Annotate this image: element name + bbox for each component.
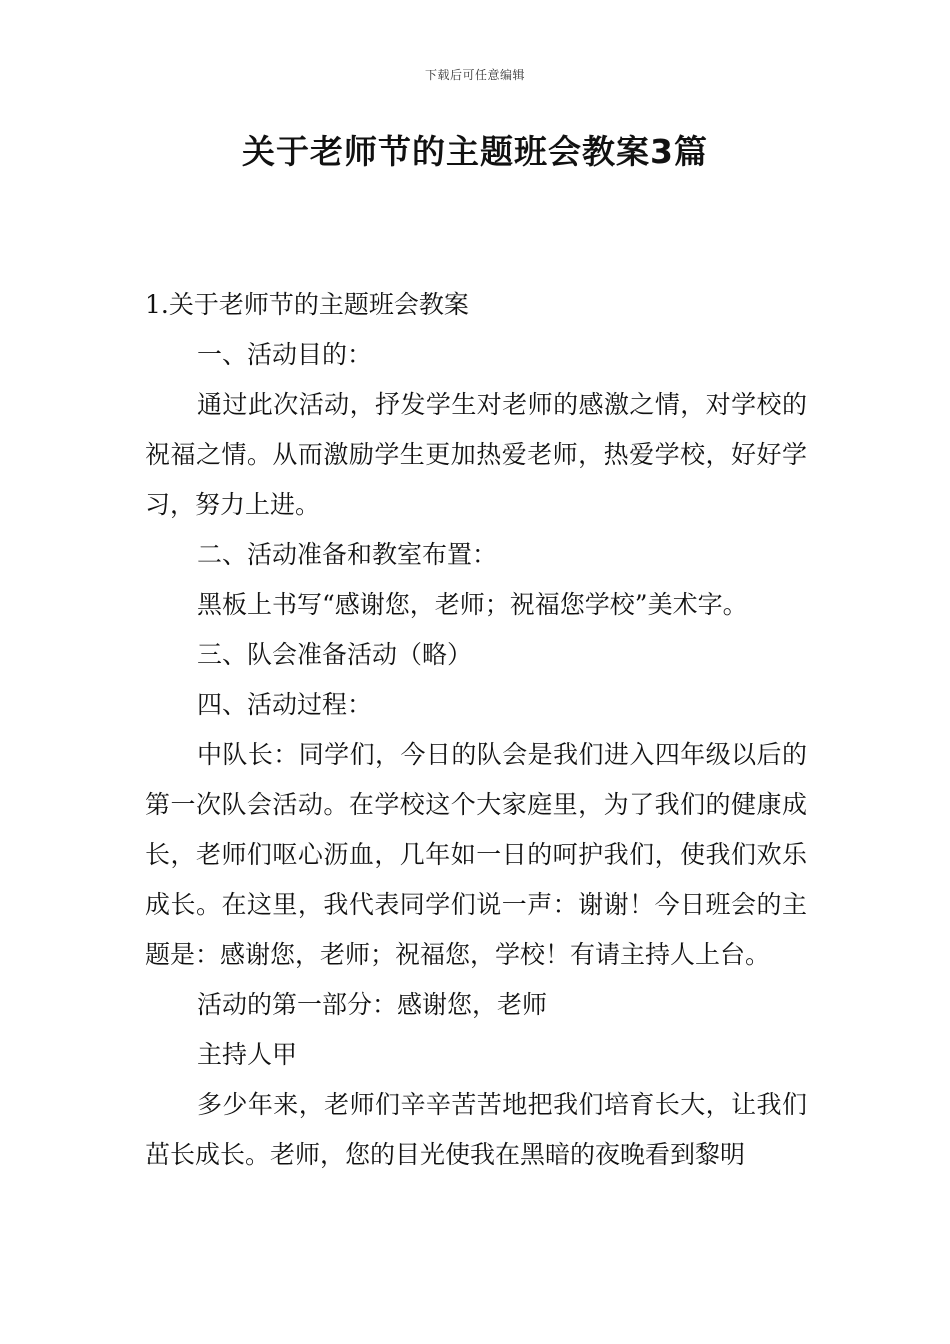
host-label: 主持人甲 — [197, 1040, 298, 1069]
paragraph-purpose: 通过此次活动，抒发学生对老师的感激之情，对学校的祝福之情。从而激励学生更加热爱老师，热爱学校，好好学习，努力上进。 — [145, 390, 807, 519]
heading-preparation: 二、活动准备和教室布置： — [197, 540, 498, 569]
section-title: 1.关于老师节的主题班会教案 — [145, 290, 469, 319]
document-body — [145, 280, 807, 1180]
header-note: 下载后可任意编辑 — [424, 68, 525, 82]
heading-part-one: 活动的第一部分：感谢您，老师 — [197, 990, 548, 1019]
heading-activity-purpose: 一、活动目的： — [197, 340, 373, 369]
heading-team-preparation: 三、队会准备活动（略） — [197, 640, 473, 669]
document-title: 关于老师节的主题班会教案3篇 — [242, 132, 708, 171]
paragraph-host-speech: 多少年来，老师们辛辛苦苦地把我们培育长大，让我们茁长成长。老师，您的目光使我在黑暗的夜晚看到黎明 — [145, 1090, 807, 1169]
paragraph-squad-leader: 中队长：同学们，今日的队会是我们进入四年级以后的第一次队会活动。在学校这个大家庭里，为了我们的健康成长，老师们呕心沥血，几年如一日的呵护我们，使我们欢乐成长。在这里，我代表同学们说一声：谢谢！今日班会的主题是：感谢您，老师；祝福您，学校！有请主持人上台。 — [145, 740, 807, 969]
heading-process: 四、活动过程： — [197, 690, 373, 719]
paragraph-blackboard: 黑板上书写“感谢您，老师；祝福您学校”美术字。 — [197, 590, 748, 619]
